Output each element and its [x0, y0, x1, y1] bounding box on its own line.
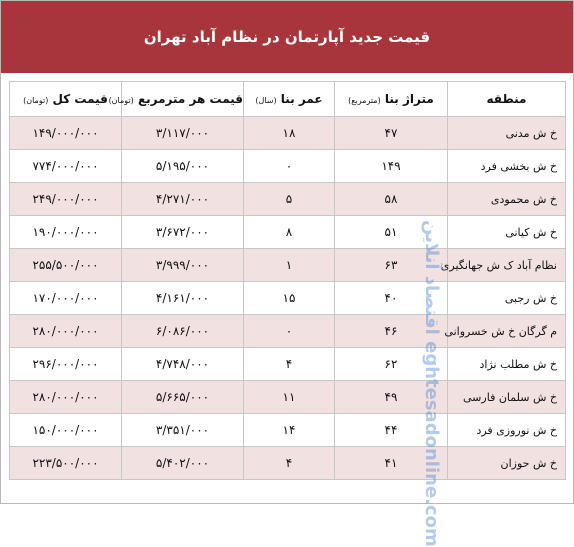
cell-total-price: ۲۴۹/۰۰۰/۰۰۰	[10, 183, 122, 216]
cell-age: ۴	[244, 447, 335, 480]
cell-age: ۱۸	[244, 117, 335, 150]
cell-total-price: ۲۸۰/۰۰۰/۰۰۰	[10, 381, 122, 414]
table-row	[10, 117, 566, 150]
cell-total-price: ۲۲۳/۵۰۰/۰۰۰	[10, 447, 122, 480]
table-row	[10, 315, 566, 348]
cell-price-per-meter: ۳/۶۷۲/۰۰۰	[122, 216, 244, 249]
cell-region: خ ش رجبی	[448, 282, 566, 315]
cell-age: ۰	[244, 150, 335, 183]
cell-area: ۴۷	[335, 117, 448, 150]
table-row	[10, 150, 566, 183]
header-total-unit: (تومان)	[23, 96, 49, 105]
cell-region: خ ش مطلب نژاد	[448, 348, 566, 381]
cell-age: ۱۱	[244, 381, 335, 414]
cell-age: ۵	[244, 183, 335, 216]
cell-age: ۴	[244, 348, 335, 381]
table-row	[10, 216, 566, 249]
table-row	[10, 249, 566, 282]
cell-region: خ ش حوزان	[448, 447, 566, 480]
cell-total-price: ۲۵۵/۵۰۰/۰۰۰	[10, 249, 122, 282]
cell-age: ۰	[244, 315, 335, 348]
cell-area: ۴۶	[335, 315, 448, 348]
table-row	[10, 414, 566, 447]
cell-region: خ ش بخشی فرد	[448, 150, 566, 183]
cell-price-per-meter: ۳/۱۱۷/۰۰۰	[122, 117, 244, 150]
cell-age: ۱۴	[244, 414, 335, 447]
cell-total-price: ۷۷۴/۰۰۰/۰۰۰	[10, 150, 122, 183]
table-row	[10, 348, 566, 381]
table-row	[10, 381, 566, 414]
table-header-row	[10, 82, 566, 117]
header-age-unit: (سال)	[255, 96, 277, 105]
cell-region: خ ش محمودی	[448, 183, 566, 216]
header-age: عمر بنا (سال)	[244, 82, 335, 117]
cell-price-per-meter: ۴/۲۷۱/۰۰۰	[122, 183, 244, 216]
cell-total-price: ۱۴۹/۰۰۰/۰۰۰	[10, 117, 122, 150]
header-total-price: قیمت کل (تومان)	[10, 82, 122, 117]
cell-area: ۶۳	[335, 249, 448, 282]
cell-region: خ ش نوروزی فرد	[448, 414, 566, 447]
cell-age: ۱	[244, 249, 335, 282]
cell-total-price: ۲۹۶/۰۰۰/۰۰۰	[10, 348, 122, 381]
cell-total-price: ۱۷۰/۰۰۰/۰۰۰	[10, 282, 122, 315]
table-row	[10, 282, 566, 315]
cell-area: ۴۰	[335, 282, 448, 315]
table-row	[10, 447, 566, 480]
cell-region: خ ش مدنی	[448, 117, 566, 150]
cell-price-per-meter: ۶/۰۸۶/۰۰۰	[122, 315, 244, 348]
cell-area: ۵۱	[335, 216, 448, 249]
cell-area: ۶۲	[335, 348, 448, 381]
cell-price-per-meter: ۳/۳۵۱/۰۰۰	[122, 414, 244, 447]
header-region: منطقه	[448, 82, 566, 117]
price-table	[9, 81, 566, 547]
cell-area: ۵۸	[335, 183, 448, 216]
cell-price-per-meter: ۳/۹۹۹/۰۰۰	[122, 249, 244, 282]
cell-age: ۸	[244, 216, 335, 249]
cell-region: نظام آباد ک ش جهانگیری	[448, 249, 566, 282]
cell-total-price: ۱۹۰/۰۰۰/۰۰۰	[10, 216, 122, 249]
cell-price-per-meter: ۴/۱۶۱/۰۰۰	[122, 282, 244, 315]
cell-price-per-meter: ۵/۱۹۵/۰۰۰	[122, 150, 244, 183]
header-price-per-meter: قیمت هر مترمربع (تومان)	[122, 82, 244, 117]
cell-region: خ ش سلمان فارسی	[448, 381, 566, 414]
watermark: اقتصاد آنلاین eghtesadonline.com	[421, 220, 442, 547]
cell-age: ۱۵	[244, 282, 335, 315]
cell-price-per-meter: ۵/۴۰۲/۰۰۰	[122, 447, 244, 480]
cell-price-per-meter: ۴/۷۴۸/۰۰۰	[122, 348, 244, 381]
cell-region: خ ش کیانی	[448, 216, 566, 249]
header-area: متراژ بنا (مترمربع)	[335, 82, 448, 117]
cell-region: م گرگان خ ش خسروانی	[448, 315, 566, 348]
cell-total-price: ۱۵۰/۰۰۰/۰۰۰	[10, 414, 122, 447]
cell-price-per-meter: ۵/۶۶۵/۰۰۰	[122, 381, 244, 414]
cell-total-price: ۲۸۰/۰۰۰/۰۰۰	[10, 315, 122, 348]
cell-area: ۱۴۹	[335, 150, 448, 183]
page-title: قیمت جدید آپارتمان در نظام آباد تهران	[143, 28, 431, 46]
table-row	[10, 183, 566, 216]
cell-area: ۴۴	[335, 414, 448, 447]
header-ppm-unit: (تومان)	[108, 96, 134, 105]
cell-area: ۴۱	[335, 447, 448, 480]
cell-area: ۴۹	[335, 381, 448, 414]
header-area-unit: (مترمربع)	[348, 96, 381, 105]
